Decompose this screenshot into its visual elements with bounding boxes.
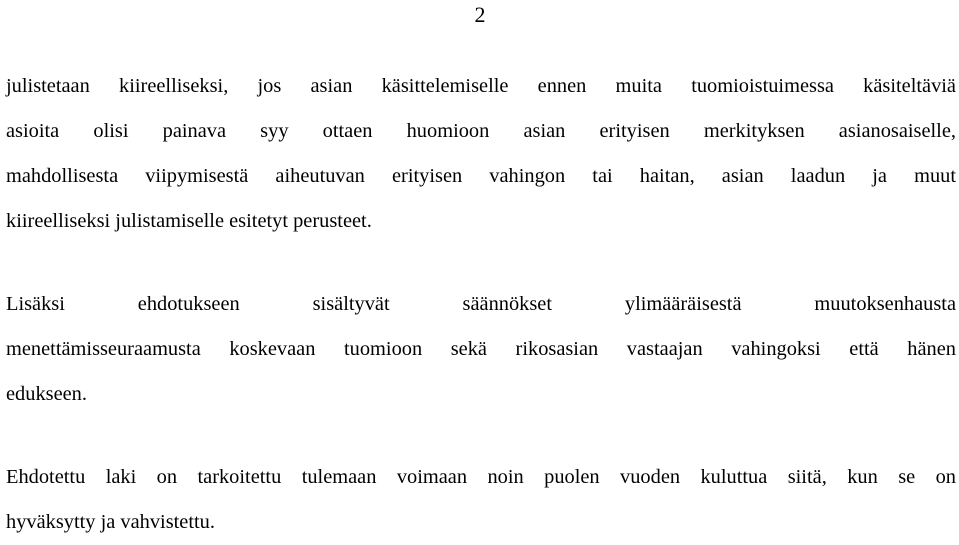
page-number: 2: [474, 2, 486, 27]
paragraph-entry-into-force: [6, 455, 956, 545]
text-line: kiireelliseksi julistamiselle esitetyt perusteet.: [6, 210, 372, 232]
text-line: asioita olisi painava syy ottaen huomioon asian erityisen merkityksen asianosaiselle,: [6, 120, 956, 142]
paragraph-extraordinary-appeal: [6, 282, 956, 417]
text-line: Ehdotettu laki on tarkoitettu tulemaan voimaan noin puolen vuoden kuluttua siitä, kun se on: [6, 466, 956, 488]
text-line: Lisäksi ehdotukseen sisältyvät säännökset ylimääräisestä muutoksenhausta: [6, 293, 956, 315]
text-line: mahdollisesta viipymisestä aiheutuvan erityisen vahingon tai haitan, asian laadun ja muut: [6, 165, 956, 187]
paragraph-urgent-handling: [6, 64, 956, 244]
text-line: edukseen.: [6, 383, 87, 405]
text-line: hyväksytty ja vahvistettu.: [6, 511, 215, 533]
text-line: julistetaan kiireelliseksi, jos asian käsittelemiselle ennen muita tuomioistuimessa käsiteltäviä: [6, 75, 956, 97]
text-line: menettämisseuraamusta koskevaan tuomioon sekä rikosasian vastaajan vahingoksi että hänen: [6, 338, 956, 360]
